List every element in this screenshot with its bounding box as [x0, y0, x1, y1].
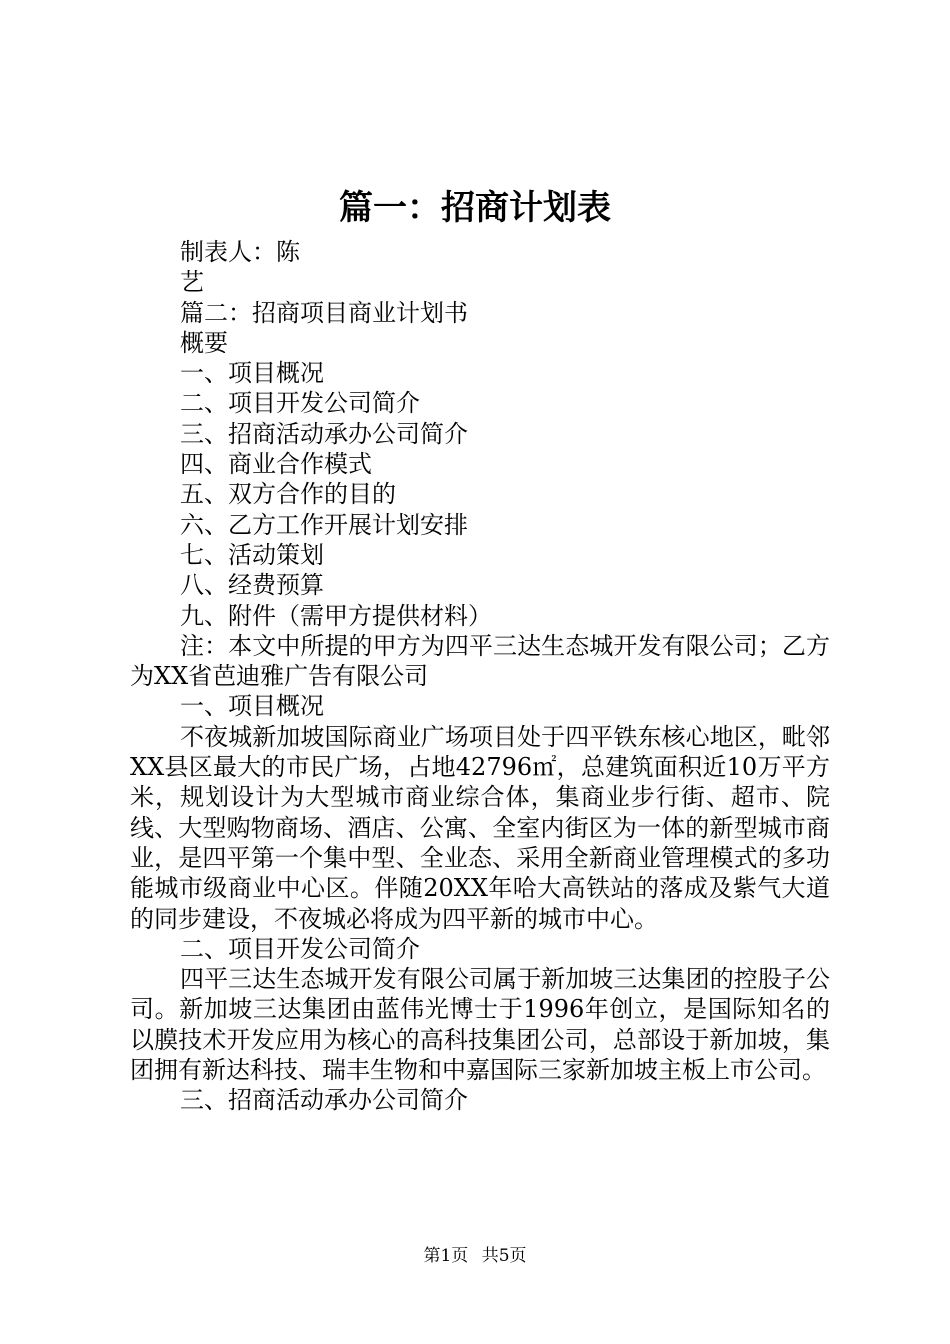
paragraph: 五、双方合作的目的 — [180, 480, 396, 509]
page-total: 共5页 — [481, 1246, 527, 1266]
paragraph: 四平三达生态城开发有限公司属于新加坡三达集团的控股子公司。新加坡三达集团由蓝伟光博士于1996年创立，是国际知名的以膜技术开发应用为核心的高科技集团公司，总部设于新加坡，集团拥有新达科技、瑞丰生物和中嘉国际三家新加坡主板上市公司。 — [130, 965, 830, 1085]
document-title: 篇一：招商计划表 — [339, 188, 611, 228]
paragraph: 八、经费预算 — [180, 571, 324, 600]
paragraph: 四、商业合作模式 — [180, 450, 372, 479]
paragraph: 三、招商活动承办公司简介 — [180, 419, 468, 448]
paragraph: 三、招商活动承办公司简介 — [180, 1086, 468, 1115]
paragraph: 二、项目开发公司简介 — [180, 934, 420, 963]
paragraph: 不夜城新加坡国际商业广场项目处于四平铁东核心地区，毗邻XX县区最大的市民广场，占地42796㎡，总建筑面积近10万平方米，规划设计为大型城市商业综合体，集商业步行街、超市、院线、大型购物商场、酒店、公寓、全室内街区为一体的新型城市商业，是四平第一个集中型、全业态、采用全新商业管理模式的多功能城市级商业中心区。伴随20XX年哈大高铁站的落成及紫气大道的同步建设，不夜城必将成为四平新的城市中心。 — [130, 722, 830, 933]
paragraph: 概要 — [180, 328, 228, 357]
paragraph: 注：本文中所提的甲方为四平三达生态城开发有限公司；乙方为XX省芭迪雅广告有限公司 — [130, 631, 830, 691]
paragraph: 篇二：招商项目商业计划书 — [180, 298, 468, 327]
paragraph: 九、附件（需甲方提供材料） — [180, 601, 492, 630]
page-number: 第1页 — [423, 1246, 469, 1266]
paragraph: 七、活动策划 — [180, 540, 324, 569]
paragraph: 制表人：陈 — [180, 238, 300, 266]
paragraph: 二、项目开发公司简介 — [180, 389, 420, 418]
paragraph: 一、项目概况 — [180, 359, 324, 388]
paragraph: 艺 — [180, 268, 204, 297]
paragraph: 一、项目概况 — [180, 692, 324, 721]
page-footer — [0, 1244, 950, 1268]
paragraph: 六、乙方工作开展计划安排 — [180, 510, 468, 539]
document-body — [130, 237, 830, 1116]
